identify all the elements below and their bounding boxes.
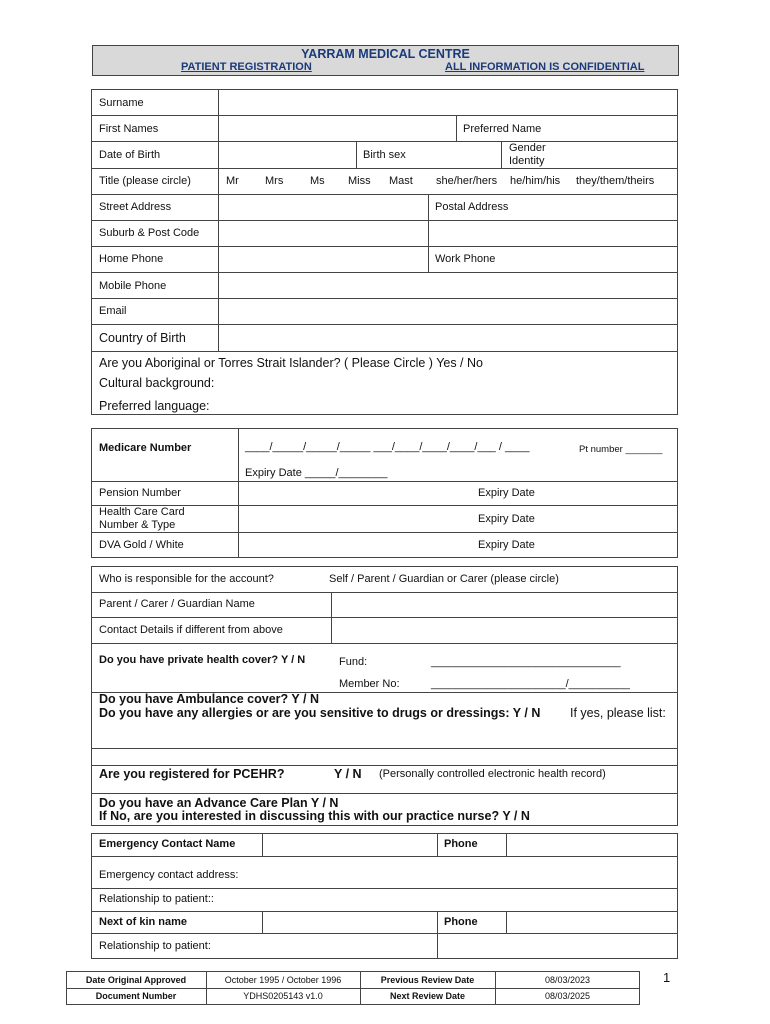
street-address-field[interactable] [220, 196, 427, 219]
home-phone-field[interactable] [220, 248, 427, 271]
previous-review-value: 08/03/2023 [544, 975, 591, 985]
date-approved-value: October 1995 / October 1996 [224, 975, 342, 985]
next-of-kin-name-label: Next of kin name [99, 916, 188, 928]
title-option-ms[interactable]: Ms [310, 175, 325, 187]
pension-number-label: Pension Number [99, 487, 181, 499]
clinic-title: YARRAM MEDICAL CENTRE [301, 47, 470, 61]
emergency-phone-field[interactable] [508, 835, 676, 855]
surname-label: Surname [99, 97, 144, 109]
previous-review-label: Previous Review Date [380, 975, 475, 985]
title-label: Title (please circle) [99, 175, 191, 187]
emergency-address-label: Emergency contact address: [99, 869, 239, 881]
pronoun-she[interactable]: she/her/hers [436, 175, 498, 187]
allergies-list-field[interactable] [93, 722, 676, 747]
suburb-label: Suburb & Post Code [99, 227, 200, 239]
medicare-number-blanks[interactable]: ____/_____/_____/_____ ___/____/____/____/___ / ____ [245, 441, 530, 453]
preferred-name-label: Preferred Name [463, 123, 542, 135]
medicare-number-label: Medicare Number [99, 442, 192, 454]
surname-field[interactable] [220, 91, 676, 114]
pcehr-yes-no[interactable]: Y / N [334, 767, 362, 781]
next-review-label: Next Review Date [389, 991, 466, 1001]
mobile-phone-label: Mobile Phone [99, 280, 167, 292]
country-of-birth-label: Country of Birth [99, 331, 186, 345]
email-field[interactable] [220, 300, 676, 323]
ambulance-question: Do you have Ambulance cover? Y / N [99, 692, 319, 706]
dva-label: DVA Gold / White [99, 539, 184, 551]
gender-identity-label-2: Identity [509, 155, 545, 167]
email-label: Email [99, 305, 127, 317]
cultural-background-label: Cultural background: [99, 376, 215, 390]
aboriginal-question: Are you Aboriginal or Torres Strait Islander? ( Please Circle ) Yes / No [99, 356, 483, 370]
fund-label: Fund: [339, 656, 368, 668]
pcehr-note: (Personally controlled electronic health record) [379, 768, 606, 780]
contact-details-label: Contact Details if different from above [99, 624, 283, 636]
account-responsible-label: Who is responsible for the account? [99, 573, 274, 585]
emergency-relationship-label: Relationship to patient:: [99, 893, 214, 905]
allergies-list-label: If yes, please list: [570, 706, 666, 720]
page-number: 1 [663, 970, 671, 985]
title-option-mrs[interactable]: Mrs [265, 175, 284, 187]
title-option-mast[interactable]: Mast [389, 175, 413, 187]
health-care-card-label-1: Health Care Card [99, 506, 185, 518]
member-no-label: Member No: [339, 678, 400, 690]
guardian-name-field[interactable] [333, 594, 676, 616]
medicare-expiry[interactable]: Expiry Date _____/________ [245, 467, 388, 479]
guardian-name-label: Parent / Carer / Guardian Name [99, 598, 255, 610]
birth-sex-label: Birth sex [363, 149, 406, 161]
allergies-question: Do you have any allergies or are you sensitive to drugs or dressings: Y / N [99, 706, 541, 720]
pcehr-question: Are you registered for PCEHR? [99, 767, 285, 781]
title-option-miss[interactable]: Miss [348, 175, 371, 187]
emergency-contact-name-label: Emergency Contact Name [99, 838, 236, 850]
emergency-contact-name-field[interactable] [264, 835, 436, 855]
date-approved-label: Date Original Approved [85, 975, 187, 985]
street-address-label: Street Address [99, 201, 172, 213]
home-phone-label: Home Phone [99, 253, 164, 265]
postal-address-label: Postal Address [435, 201, 509, 213]
pronoun-they[interactable]: they/them/theirs [576, 175, 655, 187]
suburb-field[interactable] [220, 222, 427, 245]
dva-expiry-label: Expiry Date [478, 539, 535, 551]
next-review-value: 08/03/2025 [544, 991, 591, 1001]
next-of-kin-phone-field[interactable] [508, 913, 676, 932]
dob-field[interactable] [220, 143, 355, 167]
gender-identity-label-1: Gender [509, 142, 546, 154]
country-of-birth-field[interactable] [220, 326, 676, 350]
private-cover-question: Do you have private health cover? Y / N [99, 654, 306, 666]
next-of-kin-phone-label: Phone [444, 916, 478, 928]
hcc-expiry-label: Expiry Date [478, 513, 535, 525]
account-responsible-options[interactable]: Self / Parent / Guardian or Carer (please circle) [329, 573, 559, 585]
confidential-notice: ALL INFORMATION IS CONFIDENTIAL [445, 61, 645, 73]
fund-line[interactable]: _______________________________ [431, 656, 621, 668]
dob-label: Date of Birth [99, 149, 161, 161]
first-names-field[interactable] [220, 117, 455, 140]
form-subtitle: PATIENT REGISTRATION [181, 61, 312, 73]
document-number-value: YDHS0205143 v1.0 [243, 991, 323, 1001]
health-care-card-label-2: Number & Type [99, 519, 176, 531]
kin-relationship-label: Relationship to patient: [99, 940, 211, 952]
first-names-label: First Names [99, 123, 159, 135]
next-of-kin-name-field[interactable] [264, 913, 436, 932]
advance-care-plan-question: Do you have an Advance Care Plan Y / N [99, 796, 339, 810]
form-header [92, 45, 679, 76]
pronoun-he[interactable]: he/him/his [510, 175, 561, 187]
pt-number-label[interactable]: Pt number _______ [579, 444, 663, 455]
member-no-line[interactable]: ______________________/__________ [431, 678, 630, 690]
contact-details-field[interactable] [333, 619, 676, 642]
preferred-language-label: Preferred language: [99, 399, 210, 413]
title-option-mr[interactable]: Mr [226, 175, 239, 187]
pension-expiry-label: Expiry Date [478, 487, 535, 499]
mobile-phone-field[interactable] [220, 274, 676, 297]
work-phone-label: Work Phone [435, 253, 496, 265]
nurse-discussion-question: If No, are you interested in discussing this with our practice nurse? Y / N [99, 809, 530, 823]
emergency-phone-label: Phone [444, 838, 478, 850]
document-number-label: Document Number [95, 991, 177, 1001]
